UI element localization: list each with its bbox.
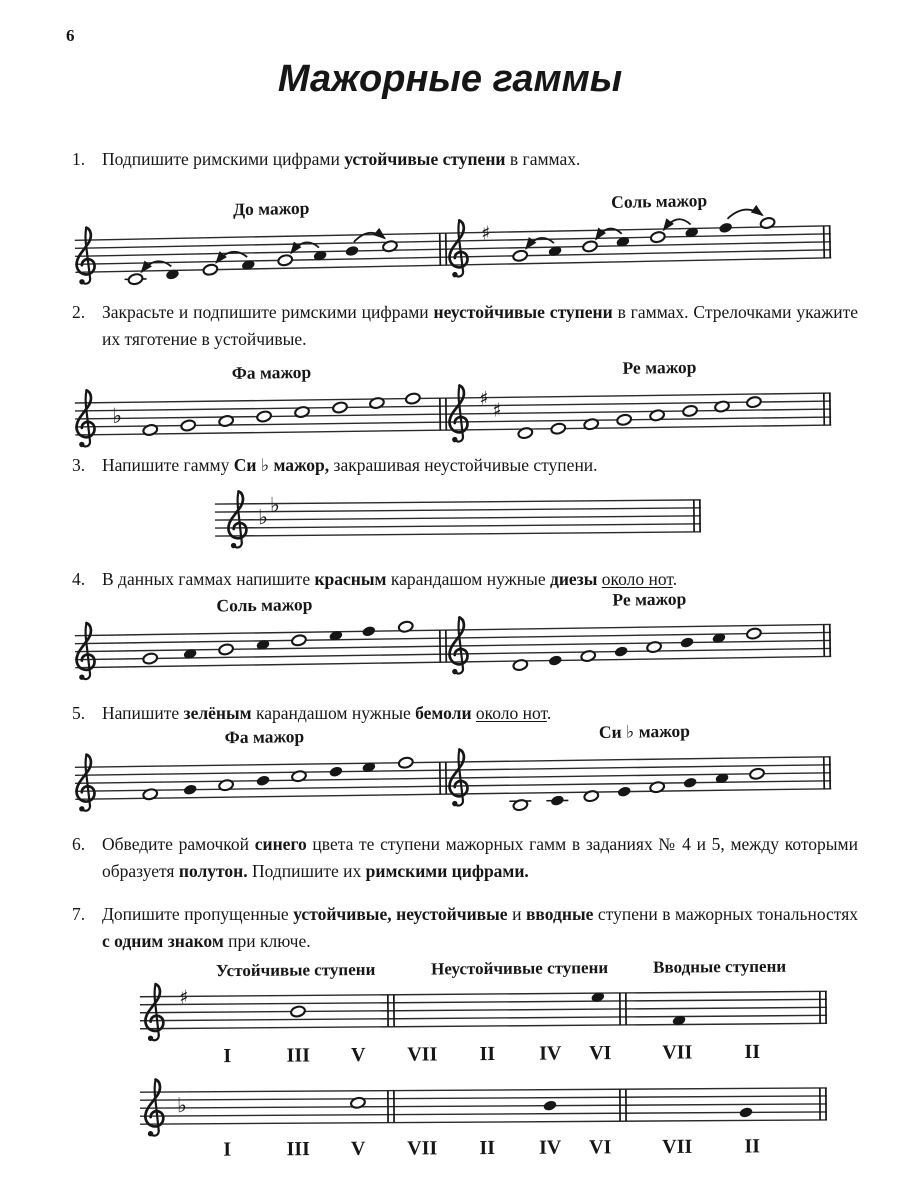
- page-number: 6: [66, 26, 75, 45]
- staff-line: [215, 532, 701, 536]
- roman-numeral: II: [479, 1136, 496, 1160]
- roman-numeral: IV: [539, 1042, 562, 1065]
- key-label: Фа мажор: [231, 361, 312, 383]
- notehead-filled: [543, 1099, 558, 1111]
- exercise-number: 7.: [72, 904, 86, 924]
- notehead-open: [512, 249, 528, 262]
- roman-numeral: VI: [589, 1042, 612, 1065]
- exercise-number: 3.: [72, 455, 86, 475]
- staff-line: [140, 1096, 827, 1100]
- exercise-number: 4.: [72, 569, 86, 589]
- text-segment: около нот: [601, 569, 673, 589]
- staff-line: [75, 393, 831, 403]
- notehead-filled: [256, 774, 271, 786]
- text-segment: Подпишите римскими цифрами: [102, 149, 345, 169]
- roman-numeral: VII: [407, 1043, 438, 1066]
- text-segment: и: [507, 904, 526, 924]
- notehead-filled: [680, 636, 695, 648]
- roman-numeral: VI: [589, 1136, 612, 1159]
- notehead-open: [550, 422, 566, 435]
- notehead-open: [202, 263, 218, 276]
- notehead-open: [128, 273, 144, 286]
- text-segment: .: [672, 569, 678, 589]
- roman-numeral: V: [351, 1043, 366, 1067]
- key-label: Соль мажор: [611, 190, 708, 213]
- notehead-open: [332, 401, 348, 414]
- text-segment: при ключе.: [223, 931, 311, 951]
- notehead-filled: [345, 245, 360, 258]
- notehead-open: [256, 410, 272, 423]
- text-segment: Допишите пропущенные: [102, 904, 294, 924]
- text-segment: Подпишите их: [247, 861, 366, 881]
- exercise-item-7: [70, 901, 858, 955]
- staff-line: [140, 1104, 827, 1108]
- text-segment: В данных гаммах напишите: [102, 569, 315, 589]
- column-label: Устойчивые ступени: [215, 959, 376, 981]
- roman-numeral: I: [223, 1045, 232, 1068]
- notehead-open: [749, 767, 765, 780]
- exercise-number: 1.: [72, 149, 86, 169]
- staff-line: [140, 1023, 827, 1028]
- text-segment: диезы: [549, 569, 598, 589]
- exercise-text: [102, 831, 858, 885]
- exercise-text: [102, 901, 858, 955]
- text-segment: закрашивая неустойчивые ступени.: [329, 455, 598, 475]
- staff-system-3: [205, 476, 708, 566]
- notehead-open: [746, 627, 762, 640]
- notehead-open: [291, 634, 307, 647]
- notehead-open: [582, 240, 598, 253]
- text-segment: .: [546, 703, 552, 723]
- staff-line: [140, 991, 827, 996]
- roman-numeral: II: [744, 1040, 761, 1064]
- text-segment: с одним знаком: [102, 931, 224, 951]
- roman-numeral: VII: [407, 1137, 438, 1160]
- exercise-number: 5.: [72, 703, 86, 723]
- roman-numeral: III: [286, 1138, 310, 1161]
- roman-numeral: IV: [539, 1136, 562, 1159]
- roman-numeral: II: [744, 1135, 761, 1158]
- roman-numeral: II: [479, 1042, 496, 1066]
- text-segment: цвета те ступени мажорных гамм в заданиях № 4 и 5, между которыми образуетя: [102, 834, 858, 881]
- barline: [824, 226, 825, 258]
- text-segment: устойчивые, неустойчивые: [293, 904, 508, 924]
- staff-line: [215, 516, 701, 520]
- text-segment: карандашом нужные: [386, 569, 550, 589]
- staff-line: [140, 1088, 827, 1092]
- exercise-number: 6.: [72, 834, 86, 854]
- staff-system-4: [59, 584, 852, 702]
- staff-system-2: [59, 351, 852, 467]
- notehead-filled: [548, 654, 563, 666]
- text-segment: Напишите: [102, 703, 184, 723]
- notehead-open: [682, 405, 698, 418]
- staff-system-1: [59, 185, 853, 310]
- text-segment: римскими цифрами.: [365, 861, 529, 881]
- staff-system-7: [130, 1054, 853, 1166]
- text-segment: карандашом нужные: [251, 703, 416, 723]
- notehead-open: [616, 413, 632, 426]
- notehead-filled: [361, 625, 376, 637]
- notehead-filled: [683, 777, 698, 789]
- text-segment: в гаммах. Стрелочками укажите их тяготение в устойчивые.: [102, 302, 858, 349]
- text-segment: полутон.: [178, 861, 248, 881]
- text-segment: неустойчивые ступени: [433, 302, 613, 322]
- notehead-open: [290, 1005, 306, 1018]
- notehead-filled: [183, 783, 198, 795]
- page-title: Мажорные гаммы: [277, 58, 623, 100]
- roman-numeral: III: [286, 1044, 311, 1067]
- notehead-open: [142, 652, 158, 665]
- key-label: Ре мажор: [622, 356, 697, 378]
- text-segment: в гаммах.: [505, 149, 581, 169]
- roman-numeral: VII: [662, 1135, 693, 1158]
- column-label: Вводные ступени: [653, 956, 787, 977]
- notehead-open: [180, 419, 196, 432]
- notehead-filled: [718, 222, 733, 235]
- column-label: Неустойчивые ступени: [431, 958, 609, 979]
- notehead-open: [218, 643, 234, 656]
- text-segment: вводные: [525, 904, 594, 924]
- flat-icon: ♭: [111, 403, 123, 429]
- staff-system-5: [59, 716, 852, 835]
- exercise-item-1: [70, 146, 858, 173]
- staff-line: [75, 250, 831, 265]
- key-label: Фа мажор: [224, 726, 305, 748]
- sharp-icon: ♯: [492, 399, 502, 422]
- flat-icon: ♭: [257, 505, 269, 530]
- exercise-number: 2.: [72, 302, 86, 322]
- notehead-open: [650, 231, 666, 244]
- text-segment: Обведите рамочкой: [102, 834, 255, 854]
- gravitation-arrow: [727, 209, 762, 218]
- sharp-icon: ♯: [179, 986, 189, 1009]
- flat-icon: ♭: [176, 1093, 187, 1118]
- text-segment: красным: [314, 569, 387, 589]
- staff-line: [140, 1007, 827, 1012]
- exercise-item-6: [70, 831, 858, 885]
- notehead-filled: [739, 1106, 754, 1118]
- notehead-filled: [617, 785, 632, 797]
- notehead-filled: [614, 645, 629, 657]
- notehead-open: [277, 254, 293, 267]
- notehead-filled: [328, 765, 343, 777]
- staff-line: [75, 226, 831, 241]
- notehead-open: [405, 392, 421, 405]
- barline: [830, 226, 831, 258]
- key-label: Си ♭ мажор: [598, 720, 691, 742]
- text-segment: Си ♭ мажор,: [233, 455, 330, 475]
- roman-numeral: V: [350, 1137, 366, 1160]
- staff-line: [215, 524, 701, 528]
- key-label: Ре мажор: [612, 588, 687, 610]
- text-segment: синего: [254, 834, 307, 854]
- roman-numeral: I: [223, 1138, 232, 1161]
- notehead-open: [398, 756, 414, 769]
- exercise-text: [102, 146, 858, 173]
- text-segment: Закрасьте и подпишите римскими цифрами: [102, 302, 434, 322]
- sharp-icon: ♯: [479, 387, 489, 410]
- staff-line: [140, 1015, 827, 1020]
- staff-line: [140, 1112, 827, 1116]
- staff-line: [140, 999, 827, 1004]
- text-segment: бемоли: [415, 703, 472, 723]
- notehead-open: [746, 396, 762, 409]
- staff-line: [215, 500, 701, 504]
- staff-line: [140, 1120, 827, 1124]
- key-label: Соль мажор: [216, 594, 313, 616]
- text-segment: ступени в мажорных тональностях: [593, 904, 859, 924]
- text-segment: устойчивые ступени: [344, 149, 506, 169]
- flat-icon: ♭: [269, 493, 280, 518]
- notehead-filled: [550, 794, 565, 806]
- text-segment: Напишите гамму: [102, 455, 234, 475]
- key-label: До мажор: [232, 197, 310, 220]
- barline: [446, 233, 447, 265]
- staff-line: [215, 508, 701, 512]
- roman-numeral: VII: [662, 1041, 693, 1064]
- sharp-icon: ♯: [480, 222, 491, 245]
- text-segment: около нот: [475, 703, 547, 723]
- barline: [440, 233, 441, 265]
- text-segment: зелёным: [183, 703, 252, 723]
